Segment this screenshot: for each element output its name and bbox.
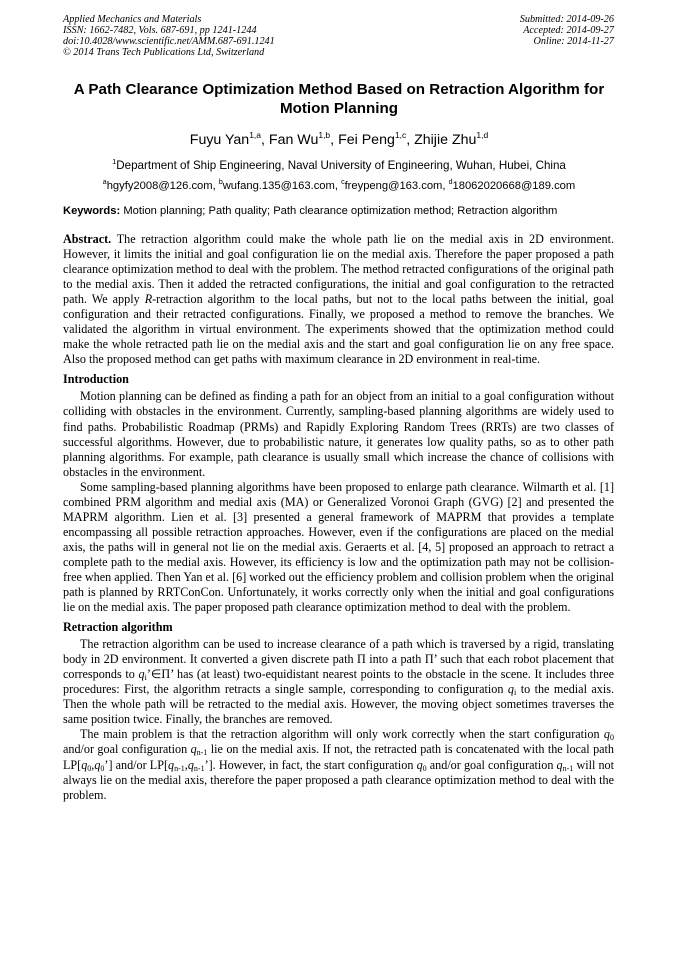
author-name: Fan Wu — [268, 132, 319, 148]
math-sub: n-1 — [196, 748, 208, 758]
submitted-date: Submitted: 2014-09-26 — [519, 14, 614, 25]
text-run: , — [91, 757, 95, 772]
email-address[interactable]: freypeng@163.com, — [344, 180, 449, 192]
math-sub: i — [514, 688, 517, 698]
math-var: q — [81, 757, 88, 772]
math-var: q — [138, 667, 145, 682]
keywords-label: Keywords: — [63, 205, 121, 217]
text-run: to the medial axis. Then the whole path will be retracted to the medial axis. However, the moving object sometimes traverses the same position twice. Finally, the branches are removed. — [63, 682, 614, 727]
author-sup: 1,b — [318, 130, 331, 140]
keywords — [63, 205, 623, 217]
journal-name: Applied Mechanics and Materials — [63, 14, 202, 25]
text-run: , — [184, 757, 188, 772]
issn-line: ISSN: 1662-7482, Vols. 687-691, pp 1241-1244 — [63, 25, 257, 36]
author-sep: , — [330, 132, 339, 148]
retraction-paragraph-2 — [63, 727, 614, 802]
text-run: The retraction algorithm can be used to increase clearance of a path which is traversed by a rigid, translating body in 2D environment. It converted a given discrete path Π into a path Π’ such that each robot placement that corresponds to — [63, 637, 614, 682]
abstract-text: -retraction algorithm to the local paths, but not to the local paths between the initial, goal configuration and their retracted configurations. Finally, we proposed a method to remove the branches. We validated the algorithm in virtual environment. The experiments showed that the optimization method could make the whole retracted path lie on the medial axis and the start and goal configuration lie on any free space. Also the proposed method can get paths with maximum clearance in 2D environment in real-time. — [63, 292, 615, 367]
math-sub: 0 — [422, 763, 427, 773]
text-run: and/or goal configuration — [426, 757, 557, 772]
math-sub: n-1 — [562, 763, 574, 773]
text-run: lie on the medial axis. If not, the retracted path is concatenated with the local path LP[ — [63, 742, 614, 772]
math-var: q — [603, 727, 610, 742]
text-run: will not always lie on the medial axis, therefore the paper proposed a path clearance optimization method to deal with the problem. — [63, 757, 614, 802]
abstract-paragraph — [63, 232, 614, 367]
copyright-line: © 2014 Trans Tech Publications Ltd, Switzerland — [63, 47, 265, 58]
author-sep: , — [406, 132, 415, 148]
email-address[interactable]: hgyfy2008@126.com, — [106, 180, 219, 192]
doi-line: doi:10.4028/www.scientific.net/AMM.687-691.1241 — [63, 36, 275, 47]
journal-info — [63, 14, 275, 58]
math-var: q — [556, 757, 563, 772]
section-heading-introduction: Introduction — [63, 372, 129, 387]
author-name: Zhijie Zhu — [414, 132, 477, 148]
math-sub: 0 — [87, 763, 92, 773]
author-sep: , — [261, 132, 269, 148]
math-sub: 0 — [100, 763, 105, 773]
author-name: Fei Peng — [338, 132, 395, 148]
abstract-label: Abstract. — [63, 232, 112, 246]
retraction-paragraph-1 — [63, 637, 614, 727]
text-run: and/or goal configuration — [63, 742, 191, 757]
author-sup: 1,d — [476, 130, 489, 140]
email-sup: d — [448, 179, 453, 186]
email-sup: a — [102, 179, 107, 186]
math-var: q — [94, 757, 101, 772]
email-sup: b — [218, 179, 223, 186]
math-var: q — [507, 682, 514, 697]
math-var: q — [416, 757, 423, 772]
text-run: ’]. However, in fact, the start configuration — [204, 757, 417, 772]
affiliation-sup: 1 — [112, 157, 117, 166]
r-italic: R — [144, 292, 153, 307]
math-var: q — [187, 757, 194, 772]
email-sup: c — [341, 179, 345, 186]
math-sub: n-1 — [174, 763, 185, 773]
author-sup: 1,a — [249, 130, 262, 140]
online-date: Online: 2014-11-27 — [533, 36, 614, 47]
math-sub: n-1 — [193, 763, 205, 773]
math-sub: 0 — [610, 733, 614, 743]
text-run: The main problem is that the retraction algorithm will only work correctly when the start configuration — [80, 727, 604, 742]
email-list — [0, 179, 678, 192]
author-sup: 1,c — [394, 130, 407, 140]
text-run: ’∈Π’ has (at least) two-equidistant nearest points to the obstacle in the scene. It includes three procedures: First, the algorithm retracts a single sample, corresponding to configuration — [63, 667, 614, 697]
intro-paragraph-1: Motion planning can be defined as finding a path for an object from an initial to a goal configuration without colliding with obstacles in the environment. Currently, sampling-based planning algorithms are widely used to find paths. Probabilistic Roadmap (PRMs) and Rapidly Exploring Random Trees (RRTs) are two classes of successful algorithms. However, due to probabilistic nature, it generates low quality paths, so as to other path planning algorithms. For example, path clearance is usually small which increase the chance of collisions with obstacles in the environment. — [63, 389, 614, 479]
keywords-text: Motion planning; Path quality; Path clearance optimization method; Retraction algorithm — [123, 205, 558, 217]
math-var: q — [168, 757, 175, 772]
section-heading-retraction: Retraction algorithm — [63, 620, 173, 635]
paper-title: A Path Clearance Optimization Method Based on Retraction Algorithm for Motion Planning — [73, 81, 605, 117]
math-var: q — [190, 742, 197, 757]
math-sub: i — [144, 673, 147, 683]
author-list — [0, 130, 678, 148]
author-name: Fuyu Yan — [189, 132, 250, 148]
paper-body — [63, 232, 614, 803]
affiliation — [0, 157, 678, 172]
affiliation-text: Department of Ship Engineering, Naval University of Engineering, Wuhan, Hubei, China — [116, 159, 566, 172]
email-address[interactable]: 18062020668@189.com — [452, 180, 576, 192]
text-run: ’] and/or LP[ — [104, 757, 169, 772]
abstract-text: The retraction algorithm could make the whole path lie on the medial axis in 2D environment. However, it limits the initial and goal configuration lie on the medial axis. Therefore the paper proposed a path clearance optimization method to deal with the problem. The method retracted configurations of the original path to the medial axis. Then it added the retracted configurations, the initial and goal configuration to the retracted path. We apply — [63, 232, 614, 307]
accepted-date: Accepted: 2014-09-27 — [523, 25, 614, 36]
email-address[interactable]: wufang.135@163.com, — [222, 180, 342, 192]
dates-info — [520, 14, 614, 47]
intro-paragraph-2: Some sampling-based planning algorithms have been proposed to enlarge path clearance. Wilmarth et al. [1] combined PRM algorithm and medial axis (MA) or Generalized Voronoi Graph (GVG) [2] and presented the MAPRM algorithm. Lien et al. [3] presented a general framework of MAPRM that provides a template encompassing all possible retraction approaches. However, even if the configurations are placed on the medial axis, the paths will in general not lie on the medial axis. Geraerts et al. [4, 5] proposed an approach to retract a complete path to the medial axis. However, its efficiency is low and the optimization path may not be collision-free when applied. Then Yan et al. [6] worked out the efficiency problem and collision problem when the original path is planned by RRTConCon. Unfortunately, it works correctly only when the initial and goal configurations lie on the medial axis. The paper proposed path clearance optimization method to deal with the problem. — [63, 479, 614, 615]
